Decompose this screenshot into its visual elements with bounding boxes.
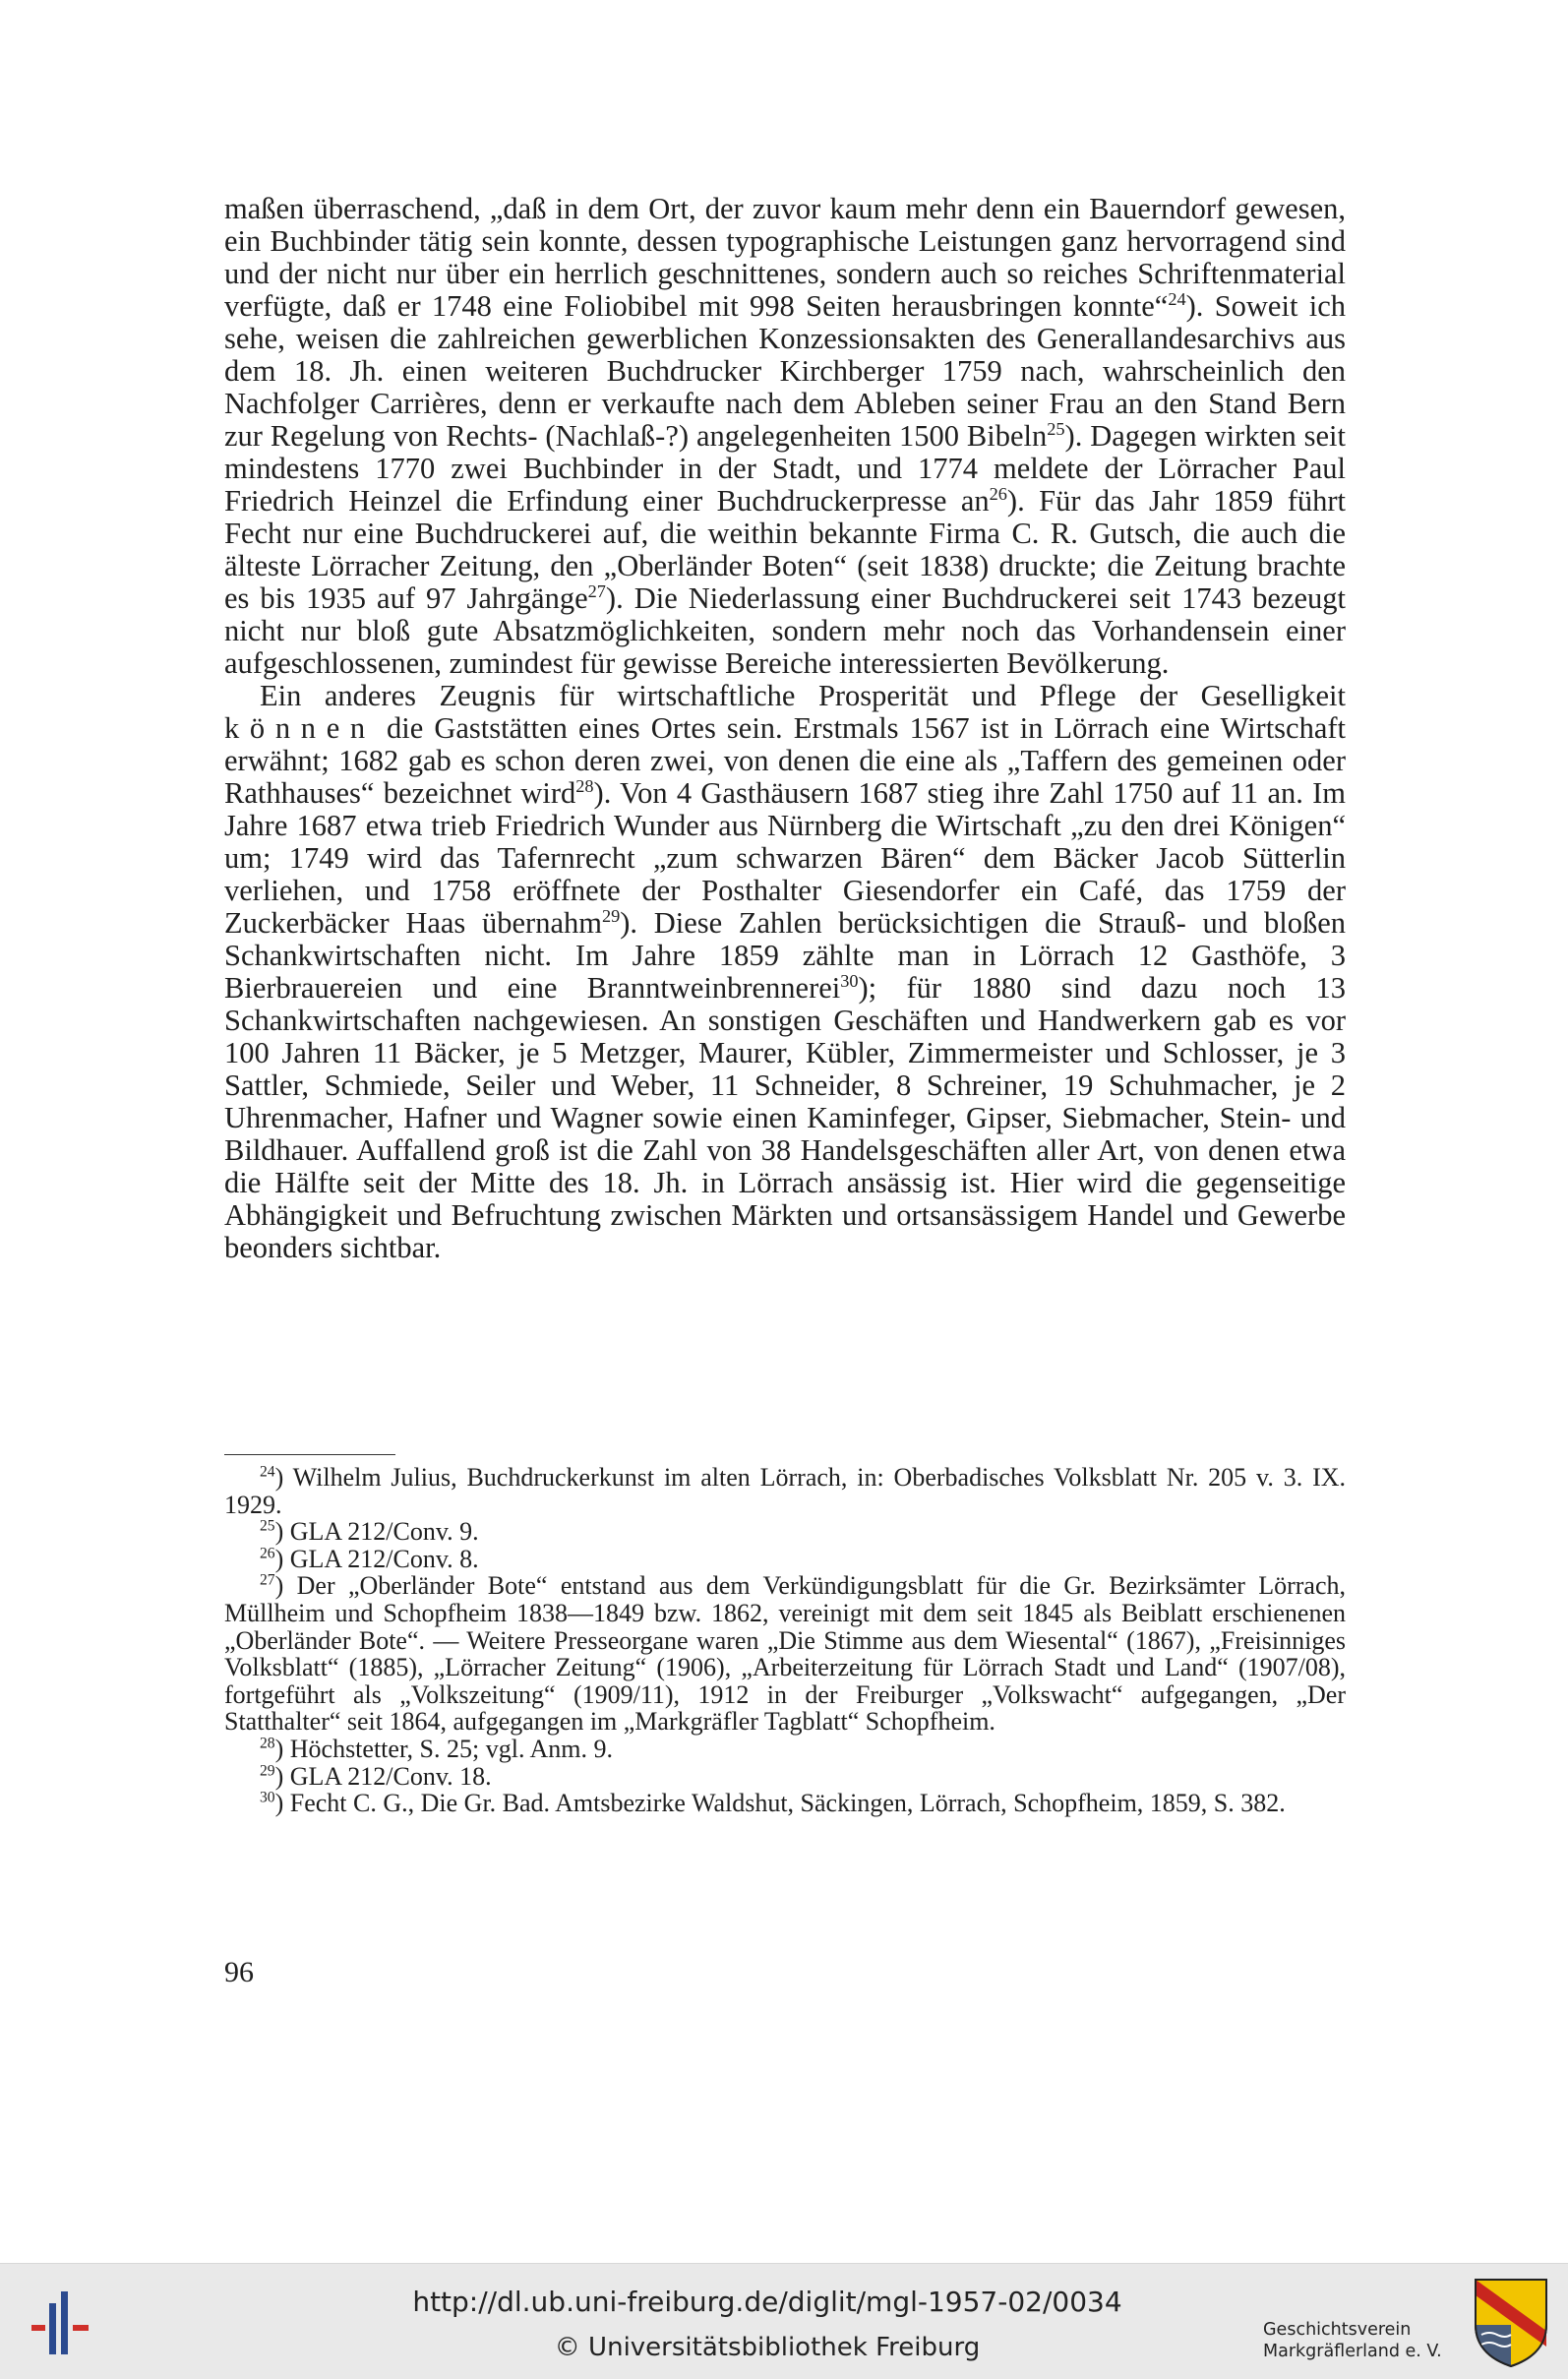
footnote-ref-25[interactable]: 25 bbox=[1047, 418, 1065, 439]
paragraph-1: maßen überraschend, „daß in dem Ort, der zuvor kaum mehr denn ein Bauerndorf gewesen, ein Buchbinder tätig sein konnte, dessen typographische Leistungen ganz hervorragend sind und der nicht nur über ein herrlich geschnittenes, sondern auch so reiches Schriftenmaterial verfügte, daß er 1748 eine Foliobibel mit 998 Seiten herausbringen konnte“$^{24}$). Soweit ich sehe, weisen die zahlreichen gewerblichen Konzessionsakten des Generallandesarchivs aus dem 18. Jh. einen weiteren Buchdrucker Kirchberger 1759 nach, wahrscheinlich den Nachfolger Carrières, denn er verkaufte nach dem Ableben seiner Frau an den Stand Bern zur Regelung von Rechts- (Nachlaß-?) angelegenheiten 1500 Bibeln$^{25}$). Dagegen wirkten seit mindestens 1770 zwei Buchbinder in der Stadt, und 1774 meldete der Lörracher Paul Friedrich Heinzel die Erfindung einer Buchdruckerpresse $an^{26}$). Für das Jahr 1859 führt Fecht nur eine Buchdruckerei auf, die weithin bekannte Firma C. R. Gutsch, die auch die älteste Lörracher Zeitung, den „Oberländer Boten“ (seit 1838) druckte; die Zeitung brachte es bis 1935 auf 97 Jahrgänge$^{27}$). Die Niederlassung einer Buchdruckerei seit 1743 bezeugt nicht nur bloß gute Absatzmöglichkeiten, sondern mehr noch das Vorhandensein einer aufgeschlossenen, zumindest für gewisse Bereiche interessierten Bevölkerung. bbox=[224, 192, 1347, 680]
copyright-notice: © Universitätsbibliothek Freiburg bbox=[554, 2333, 981, 2362]
footnote-ref-27[interactable]: 27 bbox=[587, 580, 606, 601]
footnote-ref-29[interactable]: 29 bbox=[601, 905, 621, 926]
footnote-ref-26[interactable]: 26 bbox=[989, 483, 1007, 504]
paragraph-2: Ein anderes Zeugnis für wirtschaftliche Prosperität und Pflege der Geselligkeit können die Gaststätten eines Ortes sein. Erstmals 1567 ist in Lörrach eine Wirtschaft erwähnt; 1682 gab es schon deren zwei, von denen die eine als „Taffern des gemeinen oder Rathhauses“ bezeichnet wird$^{28}$). Von 4 Gasthäusern 1687 stieg ihre Zahl 1750 auf 11 an. Im Jahre 1687 etwa trieb Friedrich Wunder aus Nürnberg die Wirtschaft „zu den drei Königen“ um; 1749 wird das Tafernrecht „zum schwarzen Bären“ dem Bäcker Jacob Sütterlin verliehen, und 1758 eröffnete der Posthalter Giesendorfer ein Café, das 1759 der Zuckerbäcker Haas übernahm$^{29}$). Diese Zahlen berücksichtigen die Strauß- und bloßen Schankwirtschaften nicht. Im Jahre 1859 zählte man in Lörrach 12 Gasthöfe, 3 Bierbrauereien und eine Branntweinbrennerei$^{30}$); für 1880 sind dazu noch 13 Schankwirtschaften nachgewiesen. An sonstigen Geschäften und Handwerkern gab es vor 100 Jahren 11 Bäcker, je 5 Metzger, Maurer, Kübler, Zimmermeister und Schlosser, je 3 Sattler, Schmiede, Seiler und Weber, 11 Schneider, 8 Schreiner, 19 Schuhmacher, je 2 Uhrenmacher, Hafner und Wagner sowie einen Kaminfeger, Gipser, Siebmacher, Stein- und Bildhauer. Auffallend groß ist die Zahl von 38 Handelsgeschäften aller Art, von denen etwa die Hälfte seit der Mitte des 18. Jh. in Lörrach ansässig ist. Hier wird die gegenseitige Abhängigkeit und Befruchtung zwischen Märkten und ortsansässigem Handel und Gewerbe beonders sichtbar. bbox=[224, 679, 1347, 1264]
viewer-footer bbox=[0, 2263, 1568, 2379]
footnote-26: $^{26}$) GLA 212/Conv. 8. bbox=[260, 1544, 479, 1573]
ub-freiburg-logo-icon[interactable] bbox=[18, 2284, 100, 2362]
footnote-separator bbox=[224, 1454, 395, 1455]
coat-of-arms-icon[interactable] bbox=[1472, 2276, 1550, 2368]
spaced-emphasis: können bbox=[224, 711, 376, 745]
footnote-27: $^{27}$) Der „Oberländer Bote“ entstand aus dem Verkündigungsblatt für die Gr. Bezirksämter Lörrach, Müllheim und Schopfheim 1838—1849 bzw. 1862, vereinigt mit dem seit 1845 als Beiblatt erschienenen „Oberländer Bote“. — Weitere Presseorgane waren „Die Stimme aus dem Wiesental“ (1867), „Freisinniges Volksblatt“ (1885), „Lörracher Zeitung“ (1906), „Arbeiterzeitung für Lörrach Stadt und Land“ (1907/08), fortgeführt als „Volkszeitung“ (1909/11), 1912 in der Freiburger „Volkswacht“ aufgegangen, „Der Statthalter“ seit 1864, aufgegangen im „Markgräfler Tagblatt“ Schopfheim. bbox=[224, 1571, 1346, 1737]
footnote-28: $^{28}$) Höchstetter, S. 25; vgl. Anm. 9. bbox=[260, 1734, 614, 1763]
permalink-url[interactable]: http://dl.ub.uni-freiburg.de/diglit/mgl-1957-02/0034 bbox=[412, 2286, 1122, 2318]
footnote-ref-28[interactable]: 28 bbox=[575, 775, 594, 796]
footnote-29: $^{29}$) GLA 212/Conv. 18. bbox=[260, 1761, 492, 1791]
footnote-ref-24[interactable]: 24 bbox=[1168, 288, 1186, 309]
footnote-25: $^{25}$) GLA 212/Conv. 9. bbox=[260, 1517, 479, 1547]
main-text bbox=[224, 193, 1346, 1264]
page-number: 96 bbox=[224, 1956, 254, 1988]
footnote-30: $^{30}$) Fecht C. G., Die Gr. Bad. Amtsbezirke Waldshut, Säckingen, Lörrach, Schopfheim, 1859, S. 382. bbox=[260, 1789, 1286, 1818]
footnote-24: $^{24}$) Wilhelm Julius, Buchdruckerkunst im alten Lörrach, in: Oberbadisches Volksblatt Nr. 205 v. 3. IX. 1929. bbox=[224, 1463, 1346, 1519]
society-name: Geschichtsverein Markgräflerland e. V. bbox=[1263, 2320, 1442, 2361]
footnotes bbox=[224, 1464, 1346, 1817]
footnote-ref-30[interactable]: 30 bbox=[840, 970, 859, 991]
